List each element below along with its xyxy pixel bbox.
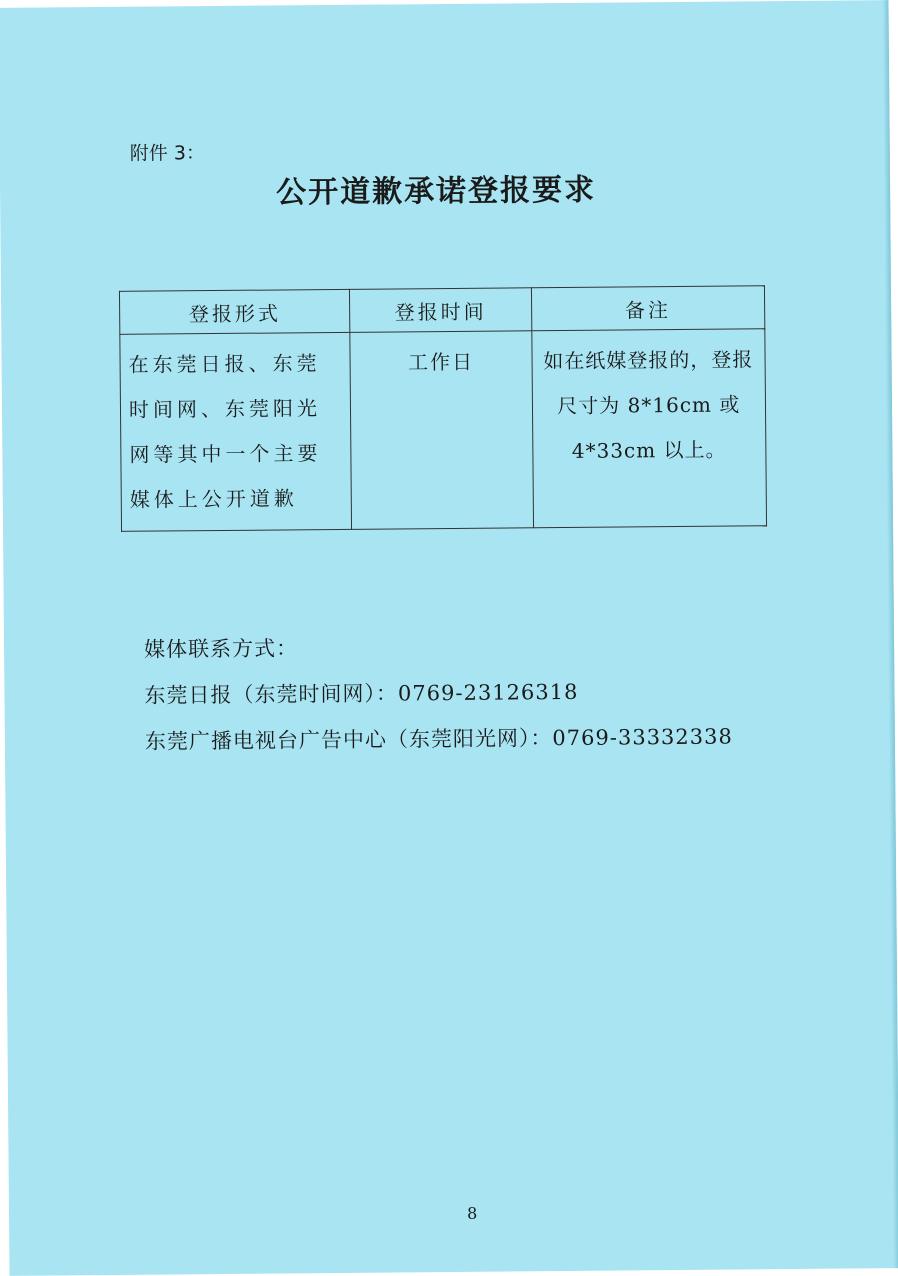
header-form: 登报形式 (119, 289, 350, 334)
table-row (120, 329, 767, 532)
requirements-table (119, 285, 767, 532)
header-time: 登报时间 (350, 288, 531, 333)
document-title: 公开道歉承诺登报要求 (275, 172, 597, 211)
attachment-label: 附件 3： (129, 142, 205, 165)
table-header-row (119, 286, 764, 335)
contact-line-tv: 东莞广播电视台广告中心（东莞阳光网）：0769-33332338 (144, 724, 733, 754)
page-number: 8 (466, 1203, 478, 1223)
cell-note: 如在纸媒登报的，登报尺寸为 8*16cm 或 4*33cm 以上。 (531, 329, 766, 528)
cell-time: 工作日 (350, 331, 533, 530)
contact-line-daily: 东莞日报（东莞时间网）：0769-23126318 (144, 679, 579, 708)
media-contacts (144, 622, 733, 765)
page-edge-shadow (882, 0, 898, 1268)
header-note: 备注 (531, 286, 765, 331)
cell-form: 在东莞日报、东莞时间网、东莞阳光网等其中一个主要媒体上公开道歉 (120, 332, 352, 531)
contacts-heading: 媒体联系方式： (143, 636, 299, 662)
